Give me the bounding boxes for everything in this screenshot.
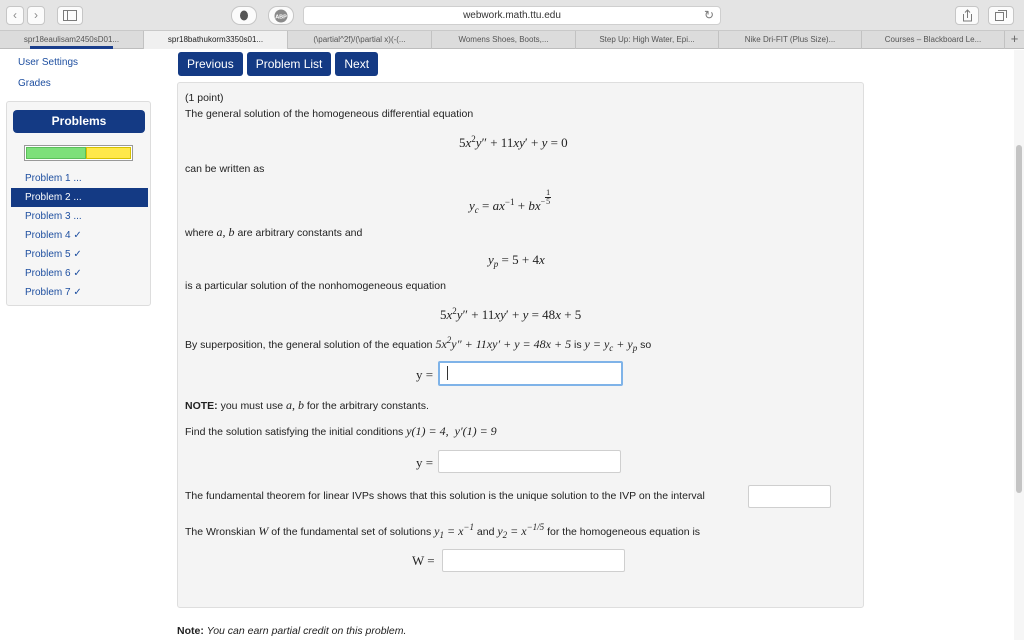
browser-tab[interactable] — [288, 31, 432, 49]
tabs-icon — [995, 10, 1007, 21]
where-vars: a, b — [216, 225, 235, 239]
particular-solution: $y_p = 5 + 4x$ — [488, 252, 545, 269]
ivp-solution-input[interactable] — [438, 450, 621, 473]
can-be-written-text: can be written as — [185, 163, 265, 175]
browser-toolbar — [0, 0, 1024, 31]
homogeneous-equation: $5x^2y'' + 11xy' + y = 0$ — [459, 134, 568, 150]
problem-link-6[interactable]: Problem 6 ✓ — [25, 268, 82, 279]
browser-tab[interactable] — [719, 31, 862, 49]
share-icon — [962, 9, 973, 22]
problems-header: Problems — [13, 110, 145, 133]
problem-link-1[interactable]: Problem 1 ... — [25, 173, 82, 184]
progress-partial — [86, 147, 131, 159]
problem-panel — [177, 82, 864, 608]
note-text — [185, 398, 429, 413]
tab-label: spr18bathukorm3350s01... — [167, 35, 264, 44]
footer-note-text: You can earn partial credit on this problem. — [206, 625, 407, 637]
browser-tab[interactable] — [576, 31, 719, 49]
w-label — [412, 553, 435, 569]
general-solution-input[interactable] — [438, 361, 623, 386]
next-button[interactable]: Next — [335, 52, 378, 76]
tab-label: spr18eaulisam2450sD01... — [23, 35, 120, 44]
previous-button[interactable]: Previous — [178, 52, 243, 76]
y-label-general — [416, 367, 433, 383]
tab-label: (\partial^2f)/(\partial x)(-(... — [313, 35, 406, 44]
text-caret — [447, 366, 448, 380]
tab-bar — [0, 31, 1024, 49]
problem-list-button[interactable]: Problem List — [247, 52, 332, 76]
superposition-text: By superposition, the general solution of the equation $5x^2y'' + 11xy' + y = 48x + 5$ is $y = y_c + y_p$ so — [185, 335, 652, 353]
points-label: (1 point) — [185, 92, 224, 104]
note-vars: a, b — [285, 398, 304, 412]
progress-correct — [26, 147, 86, 159]
note-post: for the arbitrary constants. — [306, 400, 429, 412]
url-text: webwork.math.ttu.edu — [463, 10, 561, 21]
browser-tab[interactable] — [432, 31, 576, 49]
note-label: NOTE: — [185, 400, 218, 412]
problem-link-7[interactable]: Problem 7 ✓ — [25, 287, 82, 298]
particular-text: is a particular solution of the nonhomogeneous equation — [185, 280, 446, 292]
back-button[interactable]: ‹ — [6, 6, 24, 25]
wronskian-post: for the homogeneous equation is — [547, 526, 701, 538]
problems-panel — [6, 101, 151, 306]
page-scrollbar-thumb[interactable] — [1016, 145, 1022, 493]
wronskian-text: The Wronskian W of the fundamental set of solutions $y_1 = x^{-1}$ and $y_2 = x^{-1/5}$ for the homogeneous equation is — [185, 522, 701, 540]
sidebar-links — [6, 52, 151, 94]
y-label: y = — [416, 367, 434, 382]
ic-text: Find the solution satisfying the initial conditions — [185, 426, 404, 438]
initial-conditions-text: Find the solution satisfying the initial conditions y(1) = 4, y′(1) = 9 — [185, 424, 497, 438]
problem-link-5[interactable]: Problem 5 ✓ — [25, 249, 82, 260]
reload-icon[interactable]: ↻ — [703, 8, 714, 22]
interval-input[interactable] — [748, 485, 831, 508]
progress-bar — [24, 145, 133, 161]
problem-link-2[interactable]: Problem 2 ... — [11, 188, 148, 207]
partial-credit-note — [177, 625, 406, 637]
nonhomogeneous-equation: $5x^2y'' + 11xy' + y = 48x + 5$ — [440, 306, 582, 322]
sidebar-toggle-button[interactable] — [57, 6, 83, 25]
new-tab-button[interactable]: + — [1010, 31, 1019, 46]
reader-button[interactable] — [231, 6, 257, 25]
superposition-post: so — [640, 339, 652, 351]
where-text — [185, 225, 362, 240]
wronskian-mid1: of the fundamental set of solutions — [271, 526, 432, 538]
browser-tab[interactable] — [862, 31, 1005, 49]
tab-label: Nike Dri-FIT (Plus Size)... — [744, 35, 836, 44]
intro-text: The general solution of the homogeneous differential equation — [185, 108, 474, 120]
browser-tab[interactable] — [0, 31, 144, 49]
superposition-pre: By superposition, the general solution of the equation — [185, 339, 433, 351]
tabs-overview-button[interactable] — [988, 6, 1014, 25]
w-label-text: W = — [412, 553, 435, 568]
problem-list — [7, 169, 152, 302]
wronskian-input[interactable] — [442, 549, 625, 572]
where-post: are arbitrary constants and — [237, 227, 363, 239]
abp-extension-button[interactable] — [268, 6, 294, 25]
adblock-icon — [274, 9, 288, 23]
user-settings-link[interactable]: User Settings — [18, 57, 79, 68]
sidebar-icon — [63, 10, 77, 21]
tab-label: Step Up: High Water, Epi... — [599, 35, 695, 44]
problem-nav — [178, 52, 378, 76]
tab-active-indicator — [30, 46, 113, 49]
superposition-mid: is — [574, 339, 582, 351]
svg-text:ABP: ABP — [275, 14, 287, 21]
note-pre: you must use — [220, 400, 284, 412]
address-bar[interactable] — [303, 6, 721, 25]
tab-label: Womens Shoes, Boots,... — [458, 35, 549, 44]
shield-icon — [239, 10, 249, 21]
where-pre: where — [185, 227, 214, 239]
y-label: y = — [416, 455, 434, 470]
problem-link-3[interactable]: Problem 3 ... — [25, 211, 82, 222]
fundamental-theorem-text: The fundamental theorem for linear IVPs shows that this solution is the unique solution to the IVP on the interval — [185, 490, 705, 502]
problem-link-4[interactable]: Problem 4 ✓ — [25, 230, 82, 241]
tab-label: Courses – Blackboard Le... — [884, 35, 982, 44]
y-label-ivp — [416, 455, 433, 471]
footer-note-label: Note: — [177, 625, 204, 637]
forward-button[interactable]: › — [27, 6, 45, 25]
complementary-solution: $y_c = ax^{-1} + bx-$ $\frac{1}{5}$ — [469, 188, 551, 215]
wronskian-mid2: and — [476, 526, 495, 538]
browser-tab-active[interactable] — [144, 31, 288, 49]
share-button[interactable] — [955, 6, 979, 25]
grades-link[interactable]: Grades — [18, 78, 51, 89]
wronskian-pre: The Wronskian — [185, 526, 256, 538]
